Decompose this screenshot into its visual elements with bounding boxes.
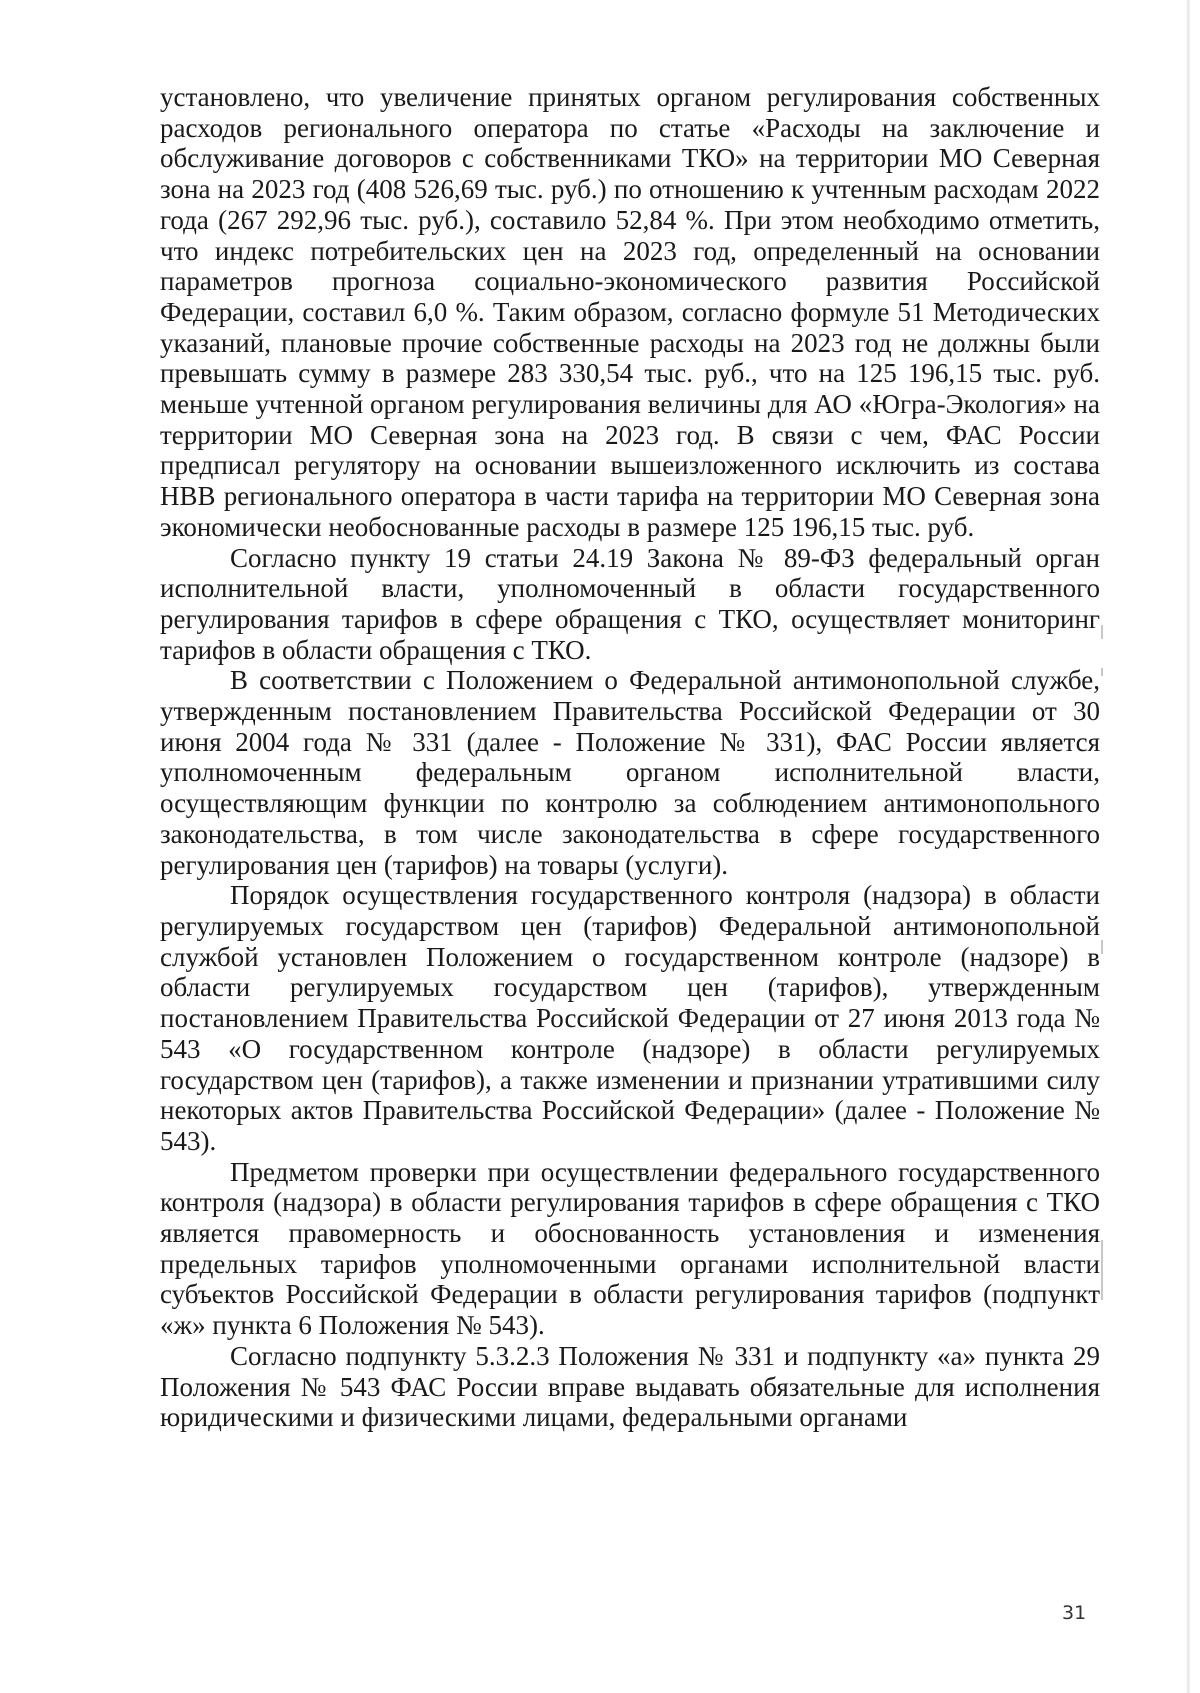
paragraph-control-procedure: Порядок осуществления государственного контроля (надзора) в области регулируемых государством цен (тарифов) Федеральной антимонопольной службой установлен Положением о государственном контроле (надзоре) в области регулируемых государством цен (тарифов), утвержденным постановлением Правительства Российской Федерации от 27 июня 2013 года № 543 «О государственном контроле (надзоре) в области регулируемых государством цен (тарифов), а также изменении и признании утратившими силу некоторых актов Правительства Российской Федерации» (далее - Положение № 543). [160, 880, 1100, 1156]
page-number: 31 [1062, 1602, 1087, 1624]
scan-artifact-mark [1101, 1240, 1103, 1300]
paragraph-fas-rights: Согласно подпункту 5.3.2.3 Положения № 331 и подпункту «а» пункта 29 Положения № 543 ФАС России вправе выдавать обязательные для исполнения юридическими и физическими лицами, федеральными органами [160, 1340, 1100, 1433]
paragraph-continuation: установлено, что увеличение принятых органом регулирования собственных расходов регионального оператора по статье «Расходы на заключение и обслуживание договоров с собственниками ТКО» на территории МО Северная зона на 2023 год (408 526,69 тыс. руб.) по отношению к учтенным расходам 2022 года (267 292,96 тыс. руб.), составило 52,84 %. При этом необходимо отметить, что индекс потребительских цен на 2023 год, определенный на основании параметров прогноза социально-экономического развития Российской Федерации, составил 6,0 %. Таким образом, согласно формуле 51 Методических указаний, плановые прочие собственные расходы на 2023 год не должны были превышать сумму в размере 283 330,54 тыс. руб., что на 125 196,15 тыс. руб. меньше учтенной органом регулирования величины для АО «Югра-Экология» на территории МО Северная зона на 2023 год. В связи с чем, ФАС России предписал регулятору на основании вышеизложенного исключить из состава НВВ регионального оператора в части тарифа на территории МО Северная зона экономически необоснованные расходы в размере 125 196,15 тыс. руб. [160, 82, 1100, 542]
scan-artifact-mark [1101, 668, 1103, 676]
paragraph-inspection-subject: Предметом проверки при осуществлении федерального государственного контроля (надзора) в области регулирования тарифов в сфере обращения с ТКО является правомерность и обоснованность установления и изменения предельных тарифов уполномоченными органами исполнительной власти субъектов Российской Федерации в области регулирования тарифов (подпункт «ж» пункта 6 Положения № 543). [160, 1156, 1100, 1341]
paragraph-monitoring: Согласно пункту 19 статьи 24.19 Закона № 89-ФЗ федеральный орган исполнительной власти, уполномоченный в области государственного регулирования тарифов в сфере обращения с ТКО, осуществляет мониторинг тарифов в области обращения с ТКО. [160, 542, 1100, 665]
scan-edge-shadow [1186, 0, 1190, 1693]
paragraph-fas-authority: В соответствии с Положением о Федеральной антимонопольной службе, утвержденным постановлением Правительства Российской Федерации от 30 июня 2004 года № 331 (далее - Положение № 331), ФАС России является уполномоченным федеральным органом исполнительной власти, осуществляющим функции по контролю за соблюдением антимонопольного законодательства, в том числе законодательства в сфере государственного регулирования цен (тарифов) на товары (услуги). [160, 665, 1100, 880]
scan-artifact-mark [1101, 940, 1103, 954]
scan-artifact-mark [1101, 625, 1103, 639]
body-text [160, 82, 1100, 1433]
